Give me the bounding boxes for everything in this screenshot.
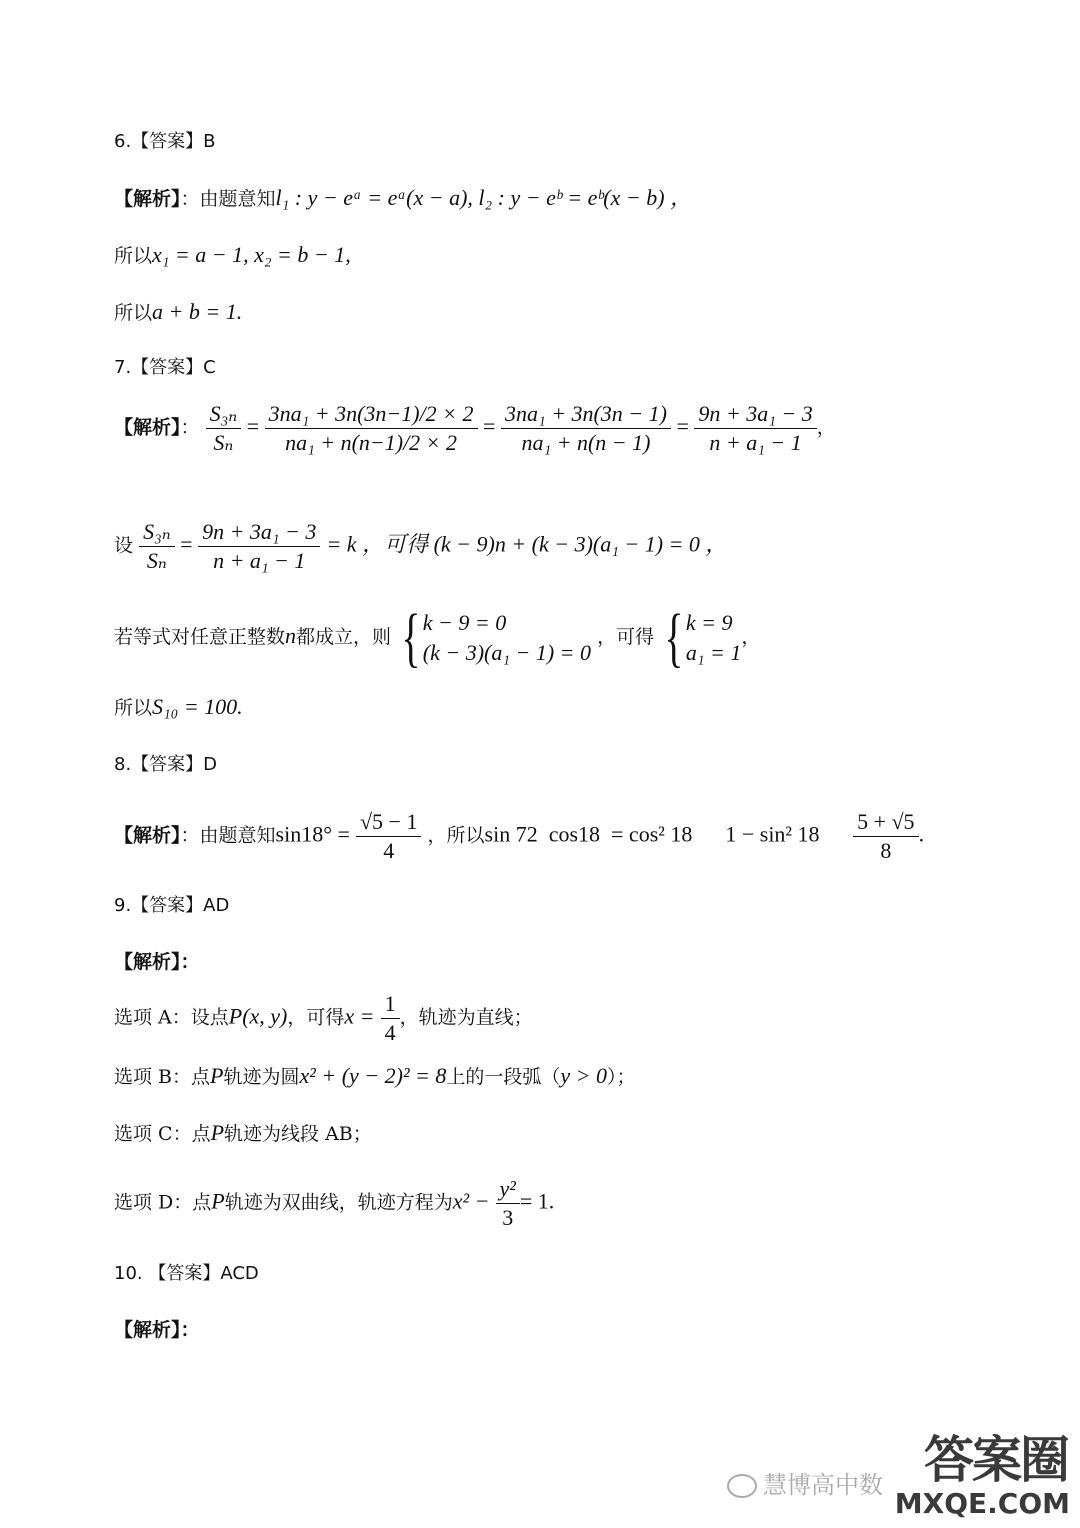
q8-line: 【解析】：由题意知sin18° = $\frac{√5 - 1}{4}$ ，所以sin 72 cos18 = cos² 18 1 − sin² 18 $\frac{5 + √5}{8}$ . [114,809,925,863]
site-logo: 答案圈 MXQE.COM [894,1431,1070,1520]
q6-analysis-line: 【解析】：由题意知l₁ : y − eᵃ = eᵃ(x − a), l₂ : y − eᵇ = eᵇ(x − b) ， [114,185,693,210]
q7-end-frac: $\frac{\text{9n + 3a₁ − 3}}{\text{n + a₁ − 1}}$ [694,400,816,457]
q10-heading: 10. 【答案】ACD [114,1263,259,1284]
q9-option-b: 选项 B：点P轨迹为圆x² + (y − 2)² = 8上的一段弧（y > 0）； [114,1063,636,1088]
left-brace-icon: { [664,601,684,674]
analysis-label: 【解析】 [114,416,181,439]
q7-line1: 【解析】： $\frac{\text{S₃ₙ}}{\text{Sₙ}}$ = $\frac{\text{3na₁ + 3n(3n−1)/2 × 2}}{\text{na₁ + n(n−1)/2 × 2}}$ = $\frac{\text{3na₁ + 3n(3n − 1)}}{\text{na₁ + n(n − 1)}}$ = $\frac{\text{9n + 3a₁ − 3}}{\text{n + a₁ − 1}}$ ， [114,401,836,455]
q9-d-frac: $\frac{\text{y²}}{3}$ [496,1175,520,1232]
analysis-label: 【解析】： [114,951,200,973]
q6-heading: 6.【答案】B [114,131,216,152]
q6-line3: 所以a + b = 1. [114,299,243,324]
q8-heading: 8.【答案】D [114,754,218,775]
q9-option-a: 选项 A：设点P(x, y)，可得x = $\frac{1}{4}$ ，轨迹为直线； [114,991,533,1045]
analysis-label: 【解析】 [114,188,181,210]
q7-set-ratio-frac: $\frac{\text{S₃ₙ}}{\text{Sₙ}}$ [139,518,175,575]
q7-big-frac: $\frac{\text{3na₁ + 3n(3n−1)/2 × 2}}{\text{na₁ + n(n−1)/2 × 2}}$ [265,400,478,457]
q7-system-1: k − 9 = 0 (k − 3)(a₁ − 1) = 0 [422,610,592,665]
q9-option-c: 选项 C：点P轨迹为线段 AB； [114,1120,372,1145]
watermark [727,1420,1072,1520]
q7-mid-frac: $\frac{\text{3na₁ + 3n(3n − 1)}}{\text{na₁ + n(n − 1)}}$ [501,400,671,457]
q7-line2: 设 $\frac{\text{S₃ₙ}}{\text{Sₙ}}$ = $\frac{\text{9n + 3a₁ − 3}}{\text{n + a₁ − 1}}$ = k ，可得 (k − 9)n + (k − 3)(a₁ − 1) = 0 ， [114,519,728,573]
q7-ratio-frac: $\frac{\text{S₃ₙ}}{\text{Sₙ}}$ [206,400,242,457]
q9-heading: 9.【答案】AD [114,895,230,916]
q10-label [114,1315,200,1345]
analysis-label: 【解析】： [114,1319,200,1341]
q6-tangent-expr: l₁ : y − eᵃ = eᵃ(x − a), l₂ : y − eᵇ = eᵇ(x − b) ， [275,185,693,210]
q7-system-2: k = 9 a₁ = 1 [685,610,742,665]
q9-label [114,947,200,977]
q9-a-frac: $\frac{1}{4}$ [381,990,400,1047]
watermark-source-text: 慧博高中数 [727,1465,883,1500]
q7-set-frac: $\frac{\text{9n + 3a₁ − 3}}{\text{n + a₁ − 1}}$ [198,518,320,575]
q8-frac-2: $\frac{5 + √5}{8}$ [853,808,918,865]
left-brace-icon: { [401,601,421,674]
wechat-icon [727,1474,757,1498]
analysis-label: 【解析】 [114,824,181,847]
q7-line4: 所以S₁₀ = 100. [114,694,243,719]
q7-line3: 若等式对任意正整数n都成立，则 { k − 9 = 0 (k − 3)(a₁ − 1) = 0 ，可得 { k = 9 a₁ = 1 ， [114,601,761,674]
q6-line2: 所以x₁ = a − 1, x₂ = b − 1, [114,242,351,267]
q7-heading: 7.【答案】C [114,357,216,378]
q8-frac-1: $\frac{√5 - 1}{4}$ [356,808,421,865]
q9-option-d: 选项 D：点P轨迹为双曲线，轨迹方程为x² − $\frac{\text{y²}}{3}$ = 1. [114,1176,555,1230]
